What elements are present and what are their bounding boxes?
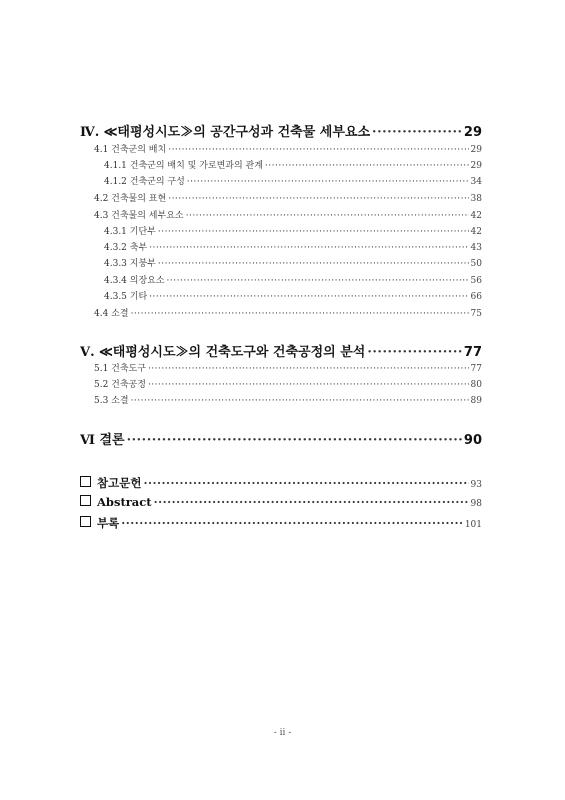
checkbox-square-icon [80, 476, 91, 487]
toc-subsection-4-3-1 [104, 224, 482, 237]
toc-section-4-3 [94, 208, 482, 221]
toc-section-4-4 [94, 306, 482, 319]
toc-section-4-1 [94, 142, 482, 155]
toc-entry-page: 38 [470, 194, 482, 204]
leader-dots [127, 433, 462, 448]
toc-entry-page: 50 [470, 259, 482, 269]
toc-entry-title: 참고문헌 [97, 476, 142, 490]
toc-subsection-4-3-3 [104, 256, 482, 269]
toc-entry-title: Ⅳ. ≪태평성시도≫의 공간구성과 건축물 세부요소 [80, 125, 371, 140]
leader-dots [158, 227, 469, 237]
leader-dots [186, 211, 469, 221]
leader-dots [168, 194, 468, 204]
toc-subsection-4-3-4 [104, 273, 482, 286]
leader-dots [367, 345, 462, 360]
leader-dots [148, 380, 469, 390]
toc-entry-title: 4.3.1 기단부 [104, 227, 156, 237]
toc-entry-title: 4.3.4 의장요소 [104, 276, 165, 286]
toc-section-5-1 [94, 361, 482, 374]
toc-subsection-4-3-5 [104, 289, 482, 302]
toc-entry-title: Ⅵ 결론 [80, 433, 125, 448]
toc-entry-page: 42 [470, 227, 482, 237]
leader-dots [168, 145, 468, 155]
toc-entry-page: 89 [470, 396, 482, 406]
leader-dots [149, 243, 468, 253]
toc-chapter-5 [80, 341, 482, 360]
leader-dots [167, 276, 469, 286]
leader-dots [154, 495, 469, 509]
toc-entry-page: 29 [470, 145, 482, 155]
toc-entry-title: 5.1 건축도구 [94, 364, 146, 374]
toc-entry-page: 29 [463, 125, 482, 140]
leader-dots [121, 516, 463, 530]
checkbox-square-icon [80, 495, 91, 506]
toc-entry-title: 5.3 소결 [94, 396, 129, 406]
toc-entry-title: 부록 [97, 516, 120, 530]
toc-chapter-6 [80, 429, 482, 448]
toc-entry-page: 77 [470, 364, 482, 374]
toc-section-4-2 [94, 191, 482, 204]
toc-entry-title: 4.4 소결 [94, 309, 129, 319]
toc-entry-title: Abstract [97, 495, 152, 509]
toc-entry-page: 29 [470, 161, 482, 171]
toc-entry-page: 90 [463, 433, 482, 448]
leader-dots [131, 309, 469, 319]
checkbox-square-icon [80, 516, 91, 527]
toc-entry-page: 43 [470, 243, 482, 253]
toc-entry-page: 66 [470, 292, 482, 302]
toc-entry-page: 93 [470, 480, 482, 490]
toc-entry-title: 4.1.2 건축군의 구성 [104, 177, 185, 187]
toc-subsection-4-1-2 [104, 174, 482, 187]
toc-section-5-3 [94, 393, 482, 406]
toc-entry-title: 4.1.1 건축군의 배치 및 가로변과의 관계 [104, 161, 263, 171]
leader-dots [131, 396, 469, 406]
toc-entry-page: 80 [470, 380, 482, 390]
toc-entry-title: 4.3 건축물의 세부요소 [94, 211, 184, 221]
toc-entry-title: 4.2 건축물의 표현 [94, 194, 167, 204]
toc-entry-title: 4.3.5 기타 [104, 292, 148, 302]
toc-entry-page: 77 [463, 345, 482, 360]
toc-entry-title: 5.2 건축공정 [94, 380, 146, 390]
leader-dots [149, 292, 468, 302]
leader-dots [372, 125, 462, 140]
toc-subsection-4-1-1 [104, 158, 482, 171]
leader-dots [143, 476, 468, 490]
toc-entry-page: 101 [464, 520, 482, 530]
leader-dots [158, 259, 469, 269]
toc-entry-page: 98 [470, 499, 482, 509]
leader-dots [187, 177, 469, 187]
toc-entry-page: 56 [470, 276, 482, 286]
toc-appendix [80, 515, 482, 531]
toc-subsection-4-3-2 [104, 240, 482, 253]
toc-entry-title: 4.3.3 지붕부 [104, 259, 156, 269]
toc-entry-title: 4.1 건축군의 배치 [94, 145, 167, 155]
toc-abstract [80, 495, 482, 509]
toc-entry-page: 34 [470, 177, 482, 187]
leader-dots [148, 364, 469, 374]
toc-references [80, 475, 482, 491]
leader-dots [265, 161, 469, 171]
toc-section-5-2 [94, 377, 482, 390]
toc-entry-page: 75 [470, 309, 482, 319]
toc-entry-title: Ⅴ. ≪태평성시도≫의 건축도구와 건축공정의 분석 [80, 345, 366, 360]
toc-entry-page: 42 [470, 211, 482, 221]
toc-chapter-4 [80, 121, 482, 140]
toc-entry-title: 4.3.2 축부 [104, 243, 148, 253]
page-number-footer: - ii - [273, 728, 292, 738]
